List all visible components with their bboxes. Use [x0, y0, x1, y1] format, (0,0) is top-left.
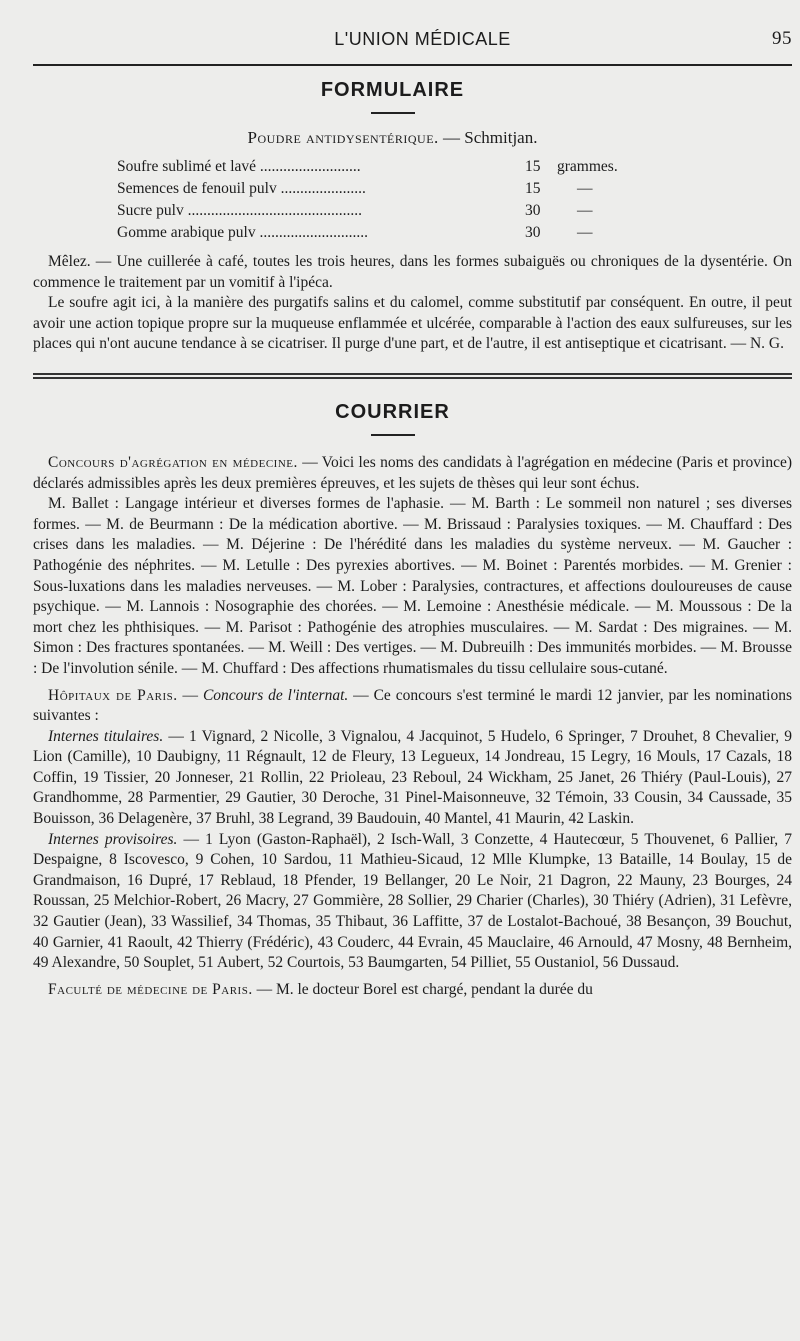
- paragraph: Hôpitaux de Paris. — Concours de l'internat. — Ce concours s'est terminé le mardi 12 janvier, par les nominations suivantes :: [33, 686, 792, 725]
- section-divider: [33, 373, 792, 379]
- section-heading-courrier: COURRIER: [335, 400, 450, 423]
- heading-underline: [371, 434, 415, 436]
- journal-title: L'UNION MÉDICALE: [334, 29, 511, 49]
- paragraph: Faculté de médecine de Paris. — M. le docteur Borel est chargé, pendant la durée du: [48, 980, 593, 998]
- ingredient-row: Semences de fenouil pulv ...................... 15 —: [117, 180, 593, 197]
- formulaire-body: [33, 252, 792, 355]
- ingredient-row: Sucre pulv ............................................. 30 —: [117, 202, 593, 219]
- section-heading-formulaire: FORMULAIRE: [320, 79, 465, 101]
- paragraph: Le soufre agit ici, à la manière des purgatifs salins et du calomel, comme substitutif par conséquent. En outre, il peut avoir une action topique propre sur la muqueuse enflammée et ulcérée, comparable à l'action des eaux sulfureuses, sur les places qui n'ont aucune tendance à se cicatriser. Il purge d'une part, et de l'autre, il est antiseptique et cicatrisant. — N. G.: [33, 294, 792, 353]
- header-rule: [33, 64, 792, 66]
- recipe-title: Poudre antidysentérique. — Schmitjan.: [247, 128, 538, 147]
- recipe-ingredients: [117, 156, 712, 244]
- page-number: 95: [772, 28, 792, 49]
- paragraph: Mêlez. — Une cuillerée à café, toutes les trois heures, dans les formes subaiguës ou chroniques de la dysentérie. On commence le traitement par un vomitif à l'ipéca.: [33, 253, 792, 291]
- ingredient-row: Gomme arabique pulv ............................ 30 —: [117, 224, 593, 241]
- paragraph: Internes titulaires. — 1 Vignard, 2 Nicolle, 3 Vignalou, 4 Jacquinot, 5 Hudelo, 6 Springer, 7 Drouhet, 8 Chevalier, 9 Lion (Camille), 10 Daubigny, 11 Régnault, 12 de Fleury, 13 Legueux, 14 Jondreau, 15 Legry, 16 Mouls, 17 Cazals, 18 Coffin, 19 Tissier, 20 Jonneser, 21 Rollin, 22 Prioleau, 23 Reboul, 24 Wickham, 25 Janet, 26 Thiéry (Paul-Louis), 27 Grandhomme, 28 Parmentier, 29 Gautier, 30 Deroche, 31 Pinel-Maisonneuve, 32 Témoin, 33 Cousin, 34 Caussade, 35 Bouisson, 36 Delagenère, 37 Bruhl, 38 Legrand, 39 Baudouin, 40 Mantel, 41 Maurin, 42 Laskin.: [33, 727, 792, 828]
- paragraph: Internes provisoires. — 1 Lyon (Gaston-Raphaël), 2 Isch-Wall, 3 Conzette, 4 Hautecœur, 5 Thouvenet, 6 Pallier, 7 Despaigne, 8 Iscovesco, 9 Cohen, 10 Sardou, 11 Mathieu-Sicaud, 12 Mlle Klumpke, 13 Bataille, 14 Boulay, 15 de Grandmaison, 16 Dupré, 17 Reblaud, 18 Pfender, 19 Bellanger, 20 Le Noir, 21 Dagron, 22 Mauny, 23 Bourges, 24 Roussan, 25 Melchior-Robert, 26 Macry, 27 Gommière, 28 Sollier, 29 Charier (Charles), 30 Thiéry (Adrien), 31 Lefèvre, 32 Gautier (Jean), 33 Wassilief, 34 Thomas, 35 Thibaut, 36 Laffitte, 37 de Lostalot-Bachoué, 38 Besançon, 39 Bouchut, 40 Garnier, 41 Raoult, 42 Thierry (Frédéric), 43 Couderc, 44 Evrain, 45 Mauclaire, 46 Arnould, 47 Mosny, 48 Bernheim, 49 Alexandre, 50 Souplet, 51 Aubert, 52 Courtois, 53 Baumgarten, 54 Pilliet, 55 Oustaniol, 56 Dussaud.: [33, 830, 792, 972]
- paragraph: Concours d'agrégation en médecine. — Voici les noms des candidats à l'agrégation en médecine (Paris et province) déclarés admissibles après les deux premières épreuves, et les sujets de thèses qui leur sont échus.: [33, 453, 792, 492]
- paragraph: M. Ballet : Langage intérieur et diverses formes de l'aphasie. — M. Barth : Le sommeil non naturel ; ses diverses formes. — M. de Beurmann : De la médication abortive. — M. Brissaud : Paralysies toxiques. — M. Chauffard : Des crises dans les maladies. — M. Déjerine : De l'hérédité dans les maladies du système nerveux. — M. Gaucher : Pathogénie des néphrites. — M. Letulle : Des pyrexies abortives. — M. Boinet : Parentés morbides. — M. Grenier : Sous-luxations dans les maladies nerveuses. — M. Lober : Paralysies, contractures, et affections douloureuses de cause psychique. — M. Lannois : Nosographie des chorées. — M. Lemoine : Anesthésie médicale. — M. Moussous : De la mort chez les phthisiques. — M. Parisot : Pathogénie des atrophies musculaires. — M. Sardat : Des migraines. — M. Simon : Des fractures spontanées. — M. Weill : Des vertiges. — M. Dubreuilh : Des immunités morbides. — M. Brousse : De l'involution sénile. — M. Chuffard : Des affections rhumatismales du tissu cellulaire sous-cutané.: [33, 495, 792, 677]
- ingredient-row: Soufre sublimé et lavé .......................... 15 grammes.: [117, 158, 618, 175]
- courrier-body: [33, 453, 792, 1000]
- running-header: [33, 0, 792, 50]
- heading-underline: [371, 112, 415, 114]
